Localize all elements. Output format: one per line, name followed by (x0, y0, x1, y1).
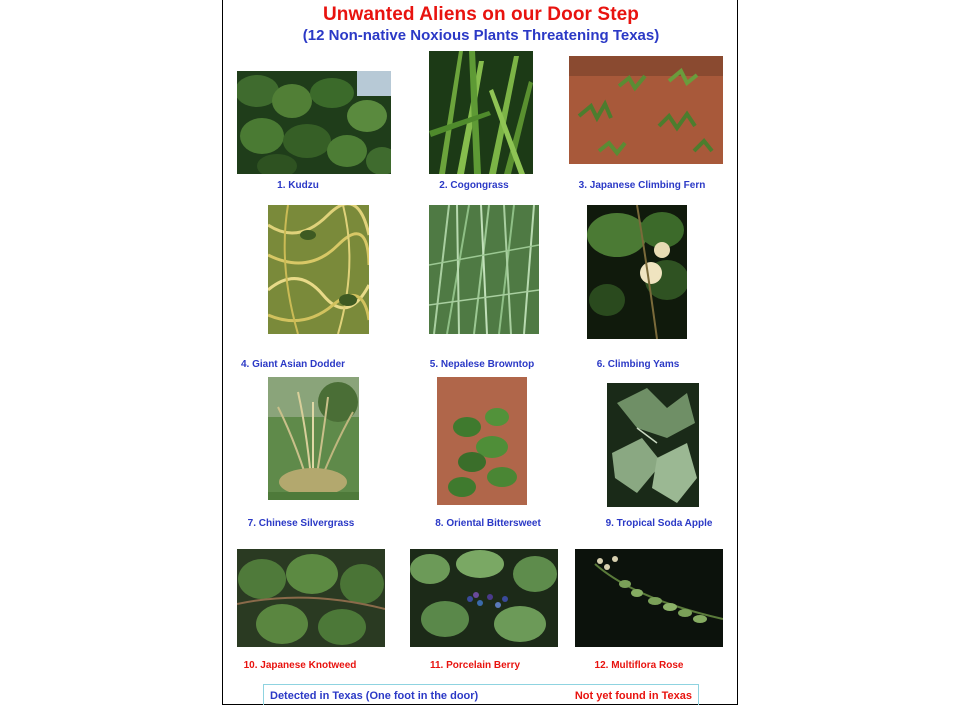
legend-detected: Detected in Texas (One foot in the door) (270, 690, 479, 702)
poster-subtitle: (12 Non-native Noxious Plants Threatening Texas) (302, 27, 660, 44)
plant-caption: 8. Oriental Bittersweet (435, 518, 541, 529)
photo-japanese-knotweed (237, 549, 385, 647)
plant-caption: 2. Cogongrass (439, 180, 509, 191)
photo-giant-asian-dodder (268, 205, 369, 334)
legend-not-found: Not yet found in Texas (574, 690, 692, 702)
plant-caption: 7. Chinese Silvergrass (247, 518, 355, 529)
photo-chinese-silvergrass (268, 377, 359, 500)
poster-page (222, 0, 738, 705)
plant-caption: 12. Multiflora Rose (594, 660, 684, 671)
photo-cogongrass (429, 51, 533, 174)
plant-caption: 9. Tropical Soda Apple (605, 518, 713, 529)
plant-caption: 3. Japanese Climbing Fern (578, 180, 706, 191)
photo-nepalese-browntop (429, 205, 539, 334)
photo-tropical-soda-apple (607, 383, 699, 507)
photo-oriental-bittersweet (437, 377, 527, 505)
plant-caption: 4. Giant Asian Dodder (240, 359, 346, 370)
photo-multiflora-rose (575, 549, 723, 647)
plant-caption: 1. Kudzu (277, 180, 319, 191)
poster-title: Unwanted Aliens on our Door Step (322, 4, 639, 25)
photo-kudzu (237, 71, 391, 174)
photo-climbing-yams (587, 205, 687, 339)
legend-box (263, 684, 699, 705)
plant-caption: 6. Climbing Yams (596, 359, 680, 370)
photo-japanese-climbing-fern (569, 56, 723, 164)
plant-caption: 5. Nepalese Browntop (429, 359, 535, 370)
plant-caption: 10. Japanese Knotweed (243, 660, 357, 671)
plant-caption: 11. Porcelain Berry (429, 660, 521, 671)
photo-porcelain-berry (410, 549, 558, 647)
